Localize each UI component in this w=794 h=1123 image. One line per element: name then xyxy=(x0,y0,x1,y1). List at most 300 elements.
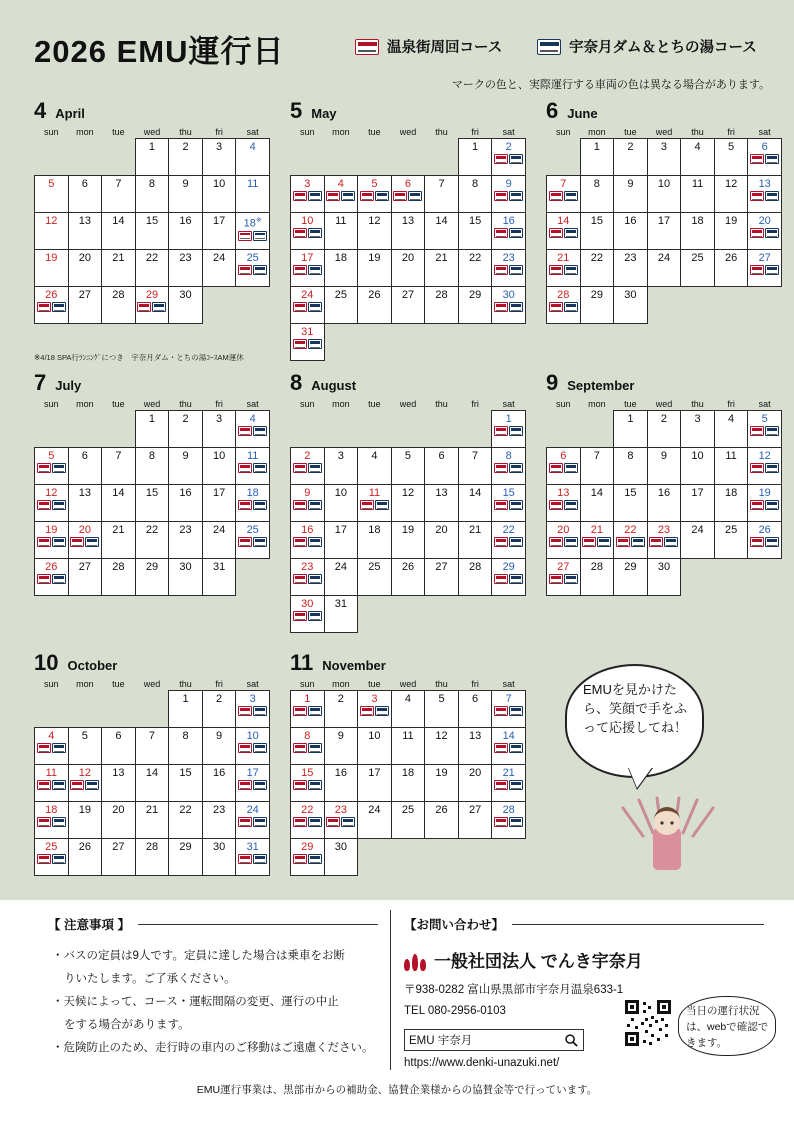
calendar-cell xyxy=(580,250,614,287)
bus-red-icon xyxy=(494,537,508,547)
calendar-table xyxy=(34,127,270,324)
search-icon[interactable] xyxy=(564,1033,579,1048)
calendar-cell xyxy=(458,139,492,176)
bus-navy-icon xyxy=(308,500,322,510)
service-markers xyxy=(547,574,580,584)
calendar-cell xyxy=(492,250,526,287)
bus-red-icon xyxy=(494,154,508,164)
day-number: 2 xyxy=(505,141,512,153)
day-number: 27 xyxy=(401,289,415,301)
day-number: 1 xyxy=(304,693,311,705)
day-number: 20 xyxy=(78,524,91,536)
calendar-cell xyxy=(714,139,748,176)
service-markers xyxy=(547,302,580,312)
bus-navy-icon xyxy=(253,265,267,275)
contact-tel: TEL 080-2956-0103 xyxy=(404,1005,506,1017)
day-number: 2 xyxy=(337,693,344,705)
service-markers xyxy=(291,537,324,547)
bus-red-icon xyxy=(750,228,764,238)
calendar-cell xyxy=(647,250,681,287)
bus-red-icon xyxy=(238,265,252,275)
calendar-cell xyxy=(714,485,748,522)
day-number: 9 xyxy=(216,730,223,742)
day-number: 15 xyxy=(468,215,482,227)
month-header xyxy=(290,370,526,396)
qr-code[interactable] xyxy=(625,1000,671,1046)
calendar-cell xyxy=(324,213,358,250)
legend-item-dam xyxy=(537,36,757,57)
day-number: 26 xyxy=(724,252,738,264)
calendar-cell xyxy=(580,176,614,213)
calendar-cell xyxy=(458,765,492,802)
calendar-cell xyxy=(681,213,715,250)
day-number: 7 xyxy=(505,693,512,705)
bus-red-icon xyxy=(549,302,563,312)
calendar-cell xyxy=(492,287,526,324)
day-number: 1 xyxy=(593,141,600,153)
bus-red-icon xyxy=(238,537,252,547)
weekday-header-thu: thu xyxy=(691,127,704,137)
day-number: 29 xyxy=(590,289,603,301)
calendar-cell xyxy=(169,691,203,728)
day-number: 16 xyxy=(502,215,515,227)
day-number: 23 xyxy=(624,252,637,264)
notice-item: ・バスの定員は9人です。定員に達した場合は乗車をお断 りいたします。ご了承ください。 xyxy=(52,945,378,991)
bus-navy-icon xyxy=(408,191,422,201)
day-number: 30 xyxy=(502,289,515,301)
calendar-cell xyxy=(614,411,648,448)
day-number: 10 xyxy=(334,487,347,499)
day-number: 9 xyxy=(337,730,344,742)
day-number: 30 xyxy=(212,841,226,853)
calendar-cell xyxy=(102,765,136,802)
service-markers xyxy=(748,191,781,201)
day-number: 31 xyxy=(212,561,226,573)
service-markers xyxy=(547,228,580,238)
bus-navy-icon xyxy=(765,426,779,436)
day-number: 15 xyxy=(502,487,515,499)
service-markers xyxy=(35,463,68,473)
month-name: June xyxy=(567,106,598,121)
calendar-cell xyxy=(324,765,358,802)
bus-navy-icon xyxy=(509,706,523,716)
color-note: マークの色と、実際運行する車両の色は異なる場合があります。 xyxy=(451,79,770,91)
month-number: 10 xyxy=(34,650,59,675)
calendar-cell-empty xyxy=(492,324,526,361)
calendar-cell xyxy=(748,522,782,559)
calendar-cell xyxy=(35,559,69,596)
calendar-cell-empty xyxy=(580,411,614,448)
calendar-cell xyxy=(202,802,236,839)
bus-red-icon xyxy=(238,500,252,510)
calendar-month-7 xyxy=(34,370,270,596)
calendar-cell xyxy=(492,765,526,802)
weekday-header-sat: sat xyxy=(758,127,771,137)
calendar-cell xyxy=(547,287,581,324)
day-number: 4 xyxy=(48,730,55,742)
calendar-month-10 xyxy=(34,650,270,876)
day-number: 28 xyxy=(112,289,125,301)
search-input[interactable] xyxy=(404,1029,584,1051)
service-markers xyxy=(291,463,324,473)
day-number: 13 xyxy=(78,487,91,499)
service-markers xyxy=(236,780,269,790)
calendar-cell xyxy=(102,802,136,839)
calendar-cell xyxy=(102,287,136,324)
calendar-cell xyxy=(492,802,526,839)
weekday-header-thu: thu xyxy=(435,679,448,689)
bus-red-icon xyxy=(649,537,663,547)
service-markers xyxy=(547,500,580,510)
day-number: 18 xyxy=(691,215,704,227)
calendar-cell xyxy=(458,448,492,485)
calendar-cell xyxy=(169,139,203,176)
month-number: 11 xyxy=(290,650,314,675)
bus-navy-icon xyxy=(308,463,322,473)
service-markers xyxy=(492,574,525,584)
calendar-cell xyxy=(748,250,782,287)
day-number: 12 xyxy=(368,215,381,227)
bus-red-icon xyxy=(293,854,307,864)
calendar-cell xyxy=(291,448,325,485)
calendar-cell xyxy=(492,728,526,765)
calendar-cell xyxy=(647,522,681,559)
calendar-cell xyxy=(458,213,492,250)
bus-red-icon xyxy=(494,780,508,790)
calendar-cell xyxy=(169,559,203,596)
calendar-cell xyxy=(492,176,526,213)
calendar-cell xyxy=(202,176,236,213)
calendar-cell-empty xyxy=(492,839,526,876)
day-number: 29 xyxy=(301,841,314,853)
bus-red-icon xyxy=(750,426,764,436)
bus-red-icon xyxy=(393,191,407,201)
calendar-cell xyxy=(614,559,648,596)
day-number: 20 xyxy=(401,252,415,264)
calendar-cell xyxy=(681,139,715,176)
calendar-cell-empty xyxy=(202,287,236,324)
bus-red-icon xyxy=(238,854,252,864)
month-name: September xyxy=(567,378,635,393)
service-markers xyxy=(35,574,68,584)
calendar-cell-empty xyxy=(547,411,581,448)
calendar-cell xyxy=(169,839,203,876)
day-number: 28 xyxy=(502,804,515,816)
day-number: 17 xyxy=(212,487,226,499)
day-number: 26 xyxy=(435,804,448,816)
bus-red-icon xyxy=(549,463,563,473)
day-number: 6 xyxy=(81,178,88,190)
calendar-cell xyxy=(68,485,102,522)
calendar-cell xyxy=(580,522,614,559)
calendar-table xyxy=(34,679,270,876)
bus-red-icon xyxy=(616,537,630,547)
day-number: 25 xyxy=(401,804,415,816)
weekday-header-sat: sat xyxy=(502,127,515,137)
calendar-month-4 xyxy=(34,98,270,324)
day-number: 15 xyxy=(624,487,637,499)
calendar-cell xyxy=(324,448,358,485)
calendar-cell xyxy=(324,839,358,876)
day-number: 13 xyxy=(78,215,91,227)
weekday-header-thu: thu xyxy=(435,127,448,138)
calendar-cell xyxy=(68,522,102,559)
weekday-header-wed: wed xyxy=(143,399,161,409)
service-markers xyxy=(291,228,324,238)
calendar-cell xyxy=(68,802,102,839)
day-number: 16 xyxy=(212,767,226,779)
bus-red-icon xyxy=(37,780,51,790)
footer-note: EMU運行事業は、黒部市からの補助金、協賛企業様からの協賛金等で行っています。 xyxy=(196,1084,598,1096)
service-markers xyxy=(291,265,324,275)
month-name: November xyxy=(322,658,386,673)
bus-navy-icon xyxy=(564,302,578,312)
day-number: 27 xyxy=(468,804,482,816)
day-number: 24 xyxy=(212,524,226,536)
day-number: 24 xyxy=(691,524,704,536)
weekday-header-thu: thu xyxy=(179,679,192,689)
day-number: 3 xyxy=(337,450,344,462)
calendar-cell xyxy=(291,287,325,324)
calendar-cell-empty xyxy=(425,839,459,876)
contact-address: 〒938-0282 富山県黒部市宇奈月温泉633-1 xyxy=(404,984,624,996)
calendar-cell xyxy=(358,448,392,485)
weekday-header-mon: mon xyxy=(332,127,350,138)
calendar-cell xyxy=(169,176,203,213)
day-number: 8 xyxy=(505,450,512,462)
bus-red-icon xyxy=(494,463,508,473)
service-markers xyxy=(748,265,781,275)
day-number: 21 xyxy=(112,252,125,264)
day-number: 25 xyxy=(246,252,259,264)
bus-navy-icon xyxy=(52,302,66,312)
bus-navy-icon xyxy=(765,537,779,547)
calendar-cell xyxy=(135,448,169,485)
day-number: 8 xyxy=(593,178,600,190)
calendar-cell xyxy=(135,485,169,522)
calendar-month-9 xyxy=(546,370,782,596)
calendar-cell xyxy=(68,213,102,250)
calendar-cell-empty xyxy=(291,411,325,448)
calendar-cell xyxy=(236,411,270,448)
calendar-month-8 xyxy=(290,370,526,633)
calendar-cell-empty xyxy=(748,287,782,324)
day-number: 8 xyxy=(148,450,156,462)
day-number: 11 xyxy=(368,487,381,499)
calendar-cell xyxy=(358,765,392,802)
bus-red-icon xyxy=(360,706,374,716)
month-header xyxy=(290,650,526,676)
day-number: 5 xyxy=(761,413,768,425)
service-markers xyxy=(492,265,525,275)
day-number: 12 xyxy=(78,767,91,779)
calendar-cell xyxy=(492,559,526,596)
calendar-cell xyxy=(425,522,459,559)
bus-navy-icon xyxy=(765,500,779,510)
day-number: 18 xyxy=(368,524,381,536)
calendar-cell xyxy=(391,559,425,596)
calendar-cell xyxy=(68,765,102,802)
bus-red-icon xyxy=(238,817,252,827)
calendar-cell xyxy=(324,728,358,765)
calendar-cell xyxy=(547,213,581,250)
service-markers xyxy=(614,537,647,547)
weekday-header-tue: tue xyxy=(112,679,125,690)
calendar-cell xyxy=(169,728,203,765)
header xyxy=(0,0,794,92)
bus-red-icon xyxy=(293,500,307,510)
day-number: 14 xyxy=(145,767,159,779)
weekday-header-wed: wed xyxy=(143,679,161,690)
bus-navy-icon xyxy=(308,611,322,621)
day-number: 23 xyxy=(657,524,671,536)
calendar-cell-empty xyxy=(714,559,748,596)
day-number: 23 xyxy=(334,804,347,816)
bus-navy-icon xyxy=(52,817,66,827)
calendar-cell xyxy=(135,839,169,876)
day-number: 12 xyxy=(45,215,58,227)
calendar-cell xyxy=(425,176,459,213)
calendar-cell xyxy=(135,765,169,802)
calendar-cell-empty xyxy=(458,411,492,448)
service-markers xyxy=(492,463,525,473)
calendar-cell xyxy=(202,839,236,876)
day-number: 17 xyxy=(657,215,671,227)
calendar-cell xyxy=(614,448,648,485)
day-number: 29 xyxy=(468,289,482,301)
weekday-header-tue: tue xyxy=(112,127,125,138)
day-number: 30 xyxy=(179,289,192,301)
bus-red-icon xyxy=(494,574,508,584)
service-markers xyxy=(291,706,324,716)
day-number: 16 xyxy=(334,767,347,779)
day-number: 16 xyxy=(624,215,637,227)
calendar-cell xyxy=(236,250,270,287)
calendar-cell xyxy=(102,485,136,522)
weekday-header-fri: fri xyxy=(471,127,479,137)
calendar-cell xyxy=(492,448,526,485)
bus-red-icon xyxy=(549,265,563,275)
day-number: 7 xyxy=(472,450,479,462)
day-number: 6 xyxy=(761,141,768,153)
day-number: 7 xyxy=(115,450,122,462)
day-number: 27 xyxy=(435,561,448,573)
weekday-header-fri: fri xyxy=(215,399,223,409)
day-number: 30 xyxy=(657,561,671,573)
bus-red-icon xyxy=(37,500,51,510)
calendar-cell xyxy=(202,765,236,802)
day-number: 4 xyxy=(337,178,344,190)
service-markers xyxy=(236,231,269,241)
bus-navy-icon xyxy=(509,500,523,510)
bus-navy-icon xyxy=(308,574,322,584)
service-markers xyxy=(291,339,324,349)
calendar-cell xyxy=(291,691,325,728)
calendar-cell xyxy=(291,176,325,213)
weekday-header-sun: sun xyxy=(44,399,59,410)
calendar-month-11 xyxy=(290,650,526,876)
day-number: 2 xyxy=(182,413,189,425)
weekday-header-thu: thu xyxy=(435,399,448,410)
service-markers xyxy=(35,537,68,547)
flame-icon xyxy=(404,949,428,971)
calendar-cell xyxy=(714,176,748,213)
service-markers xyxy=(492,228,525,238)
calendar-cell xyxy=(102,559,136,596)
bus-navy-icon xyxy=(564,228,578,238)
service-markers xyxy=(35,302,68,312)
calendar-cell xyxy=(391,287,425,324)
calendar-cell xyxy=(547,522,581,559)
bus-red-icon xyxy=(293,574,307,584)
day-number: 20 xyxy=(468,767,482,779)
bus-navy-icon xyxy=(52,743,66,753)
day-number: 9 xyxy=(304,487,311,499)
calendar-cell xyxy=(714,250,748,287)
day-number: 21 xyxy=(435,252,448,264)
month-name: October xyxy=(67,658,118,673)
day-number: 26 xyxy=(45,561,58,573)
calendar-cell xyxy=(614,287,648,324)
bus-navy-icon xyxy=(85,537,99,547)
notice-section xyxy=(48,915,378,1060)
calendar-cell xyxy=(492,485,526,522)
day-number: 10 xyxy=(368,730,381,742)
day-number: 15 xyxy=(301,767,314,779)
bus-navy-icon xyxy=(253,743,267,753)
day-number: 15 xyxy=(145,215,159,227)
calendar-cell xyxy=(647,176,681,213)
calendar-cell xyxy=(425,802,459,839)
bus-red-icon xyxy=(238,780,252,790)
day-number: 26 xyxy=(401,561,415,573)
day-number: 18※ xyxy=(243,217,262,230)
bus-red-icon xyxy=(37,743,51,753)
service-markers xyxy=(492,191,525,201)
day-number: 19 xyxy=(435,767,448,779)
calendar-cell-empty xyxy=(458,839,492,876)
calendar-cell xyxy=(458,559,492,596)
calendar-cell xyxy=(391,802,425,839)
calendar-cell xyxy=(748,139,782,176)
bus-red-icon xyxy=(70,780,84,790)
calendar-cell xyxy=(614,213,648,250)
calendar-cell xyxy=(324,250,358,287)
bus-navy-icon xyxy=(253,817,267,827)
bus-navy-icon xyxy=(765,228,779,238)
bus-navy-icon xyxy=(509,463,523,473)
calendar-cell xyxy=(425,559,459,596)
notice-item: ・危険防止のため、走行時の車内のご移動はご遠慮ください。 xyxy=(52,1042,374,1054)
calendar-cell xyxy=(169,213,203,250)
website-url[interactable]: https://www.denki-unazuki.net/ xyxy=(404,1057,560,1069)
calendar-cell xyxy=(68,176,102,213)
bus-navy-icon xyxy=(564,463,578,473)
bus-red-icon xyxy=(293,817,307,827)
calendar-cell xyxy=(102,176,136,213)
service-markers xyxy=(236,426,269,436)
day-number: 8 xyxy=(304,730,311,742)
day-number: 17 xyxy=(334,524,347,536)
service-markers xyxy=(291,743,324,753)
calendar-cell xyxy=(458,287,492,324)
calendar-cell xyxy=(647,411,681,448)
bus-red-icon xyxy=(494,265,508,275)
day-number: 16 xyxy=(179,487,192,499)
calendar-cell xyxy=(358,213,392,250)
calendar-cell-empty xyxy=(68,411,102,448)
bus-red-icon xyxy=(494,817,508,827)
